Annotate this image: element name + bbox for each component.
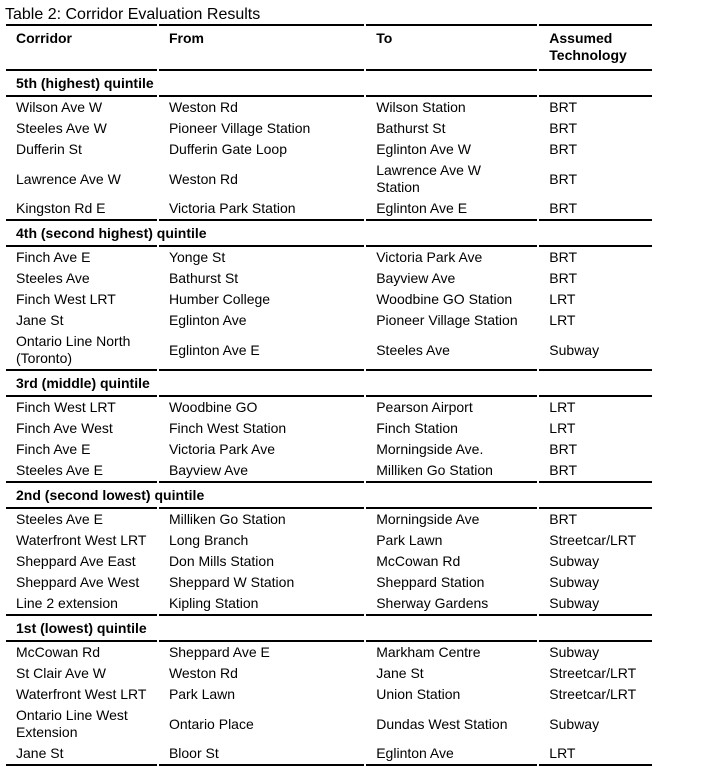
cell-to: Steeles Ave — [366, 331, 537, 371]
cell-corridor: Ontario Line North (Toronto) — [6, 331, 157, 371]
quintile-label: 5th (highest) quintile — [16, 75, 154, 91]
cell-corridor: Jane St — [6, 743, 157, 766]
cell-from: Dufferin Gate Loop — [168, 141, 287, 157]
cell-to: Dundas West Station — [376, 715, 508, 732]
table-row — [6, 439, 652, 460]
cell-from: Bayview Ave — [159, 460, 364, 483]
cell-from: Bathurst St — [168, 270, 239, 286]
table-row — [6, 743, 652, 766]
table-row — [6, 95, 652, 118]
cell-technology: LRT — [539, 395, 652, 418]
cell-technology: BRT — [549, 441, 578, 457]
cell-corridor: Jane St — [16, 312, 64, 328]
cell-from: Kipling Station — [159, 593, 364, 616]
cell-technology: Streetcar/LRT — [549, 686, 637, 702]
table-row — [6, 551, 652, 572]
cell-technology: Subway — [539, 640, 652, 663]
cell-technology: BRT — [539, 245, 652, 268]
cell-from: Milliken Go Station — [159, 507, 364, 530]
cell-corridor: Waterfront West LRT — [16, 686, 147, 702]
cell-corridor: Sheppard Ave East — [16, 553, 136, 569]
cell-to: Park Lawn — [376, 532, 443, 548]
cell-corridor: Steeles Ave E — [6, 507, 157, 530]
cell-technology: BRT — [539, 507, 652, 530]
cell-from: Eglinton Ave E — [159, 331, 364, 371]
cell-corridor: Dufferin St — [16, 141, 82, 157]
cell-corridor: Steeles Ave — [16, 270, 90, 286]
cell-corridor: Lawrence Ave W — [16, 170, 121, 187]
cell-to: Pearson Airport — [366, 395, 537, 418]
cell-from: Victoria Park Ave — [168, 441, 276, 457]
cell-technology: BRT — [549, 120, 578, 136]
cell-to: Morningside Ave. — [376, 441, 484, 457]
table-row — [6, 705, 652, 743]
cell-corridor: Finch West LRT — [16, 291, 116, 307]
cell-corridor: Steeles Ave E — [6, 460, 157, 483]
cell-to: Sherway Gardens — [366, 593, 537, 616]
cell-from: Park Lawn — [168, 686, 236, 702]
cell-to: Victoria Park Ave — [366, 245, 537, 268]
table-title: Table 2: Corridor Evaluation Results — [5, 6, 261, 23]
table-row — [6, 198, 652, 221]
cell-technology: LRT — [549, 312, 576, 328]
cell-from: Yonge St — [159, 245, 364, 268]
cell-corridor: St Clair Ave W — [16, 665, 106, 681]
cell-technology: BRT — [539, 198, 652, 221]
quintile-header-row — [6, 221, 652, 245]
cell-from: Pioneer Village Station — [168, 120, 311, 136]
cell-to: Morningside Ave — [366, 507, 537, 530]
table-row — [6, 310, 652, 331]
cell-technology: Streetcar/LRT — [549, 532, 637, 548]
cell-from: Bloor St — [159, 743, 364, 766]
cell-from: Finch West Station — [168, 420, 287, 436]
cell-to: Finch Station — [376, 420, 458, 436]
table-row — [6, 418, 652, 439]
cell-corridor: Finch Ave West — [16, 420, 113, 436]
cell-from: Humber College — [168, 291, 271, 307]
cell-from: Sheppard W Station — [168, 574, 295, 590]
cell-to: Sheppard Station — [376, 574, 485, 590]
column-header-from: From — [159, 24, 364, 71]
cell-to: Eglinton Ave E — [366, 198, 537, 221]
cell-technology: BRT — [549, 141, 578, 157]
cell-technology: BRT — [549, 170, 578, 187]
quintile-label: 4th (second highest) quintile — [16, 225, 207, 241]
quintile-label: 3rd (middle) quintile — [16, 375, 150, 391]
cell-to: Eglinton Ave — [366, 743, 537, 766]
cell-to: Markham Centre — [366, 640, 537, 663]
quintile-header-row — [6, 71, 652, 95]
table-row — [6, 460, 652, 483]
table-row — [6, 245, 652, 268]
cell-technology: LRT — [549, 291, 576, 307]
table-row — [6, 572, 652, 593]
quintile-header-row — [6, 483, 652, 507]
cell-to: Wilson Station — [366, 95, 537, 118]
table-row — [6, 331, 652, 371]
cell-from: Woodbine GO — [159, 395, 364, 418]
table-row — [6, 640, 652, 663]
table-body — [6, 71, 652, 766]
cell-technology: BRT — [549, 270, 578, 286]
table-row — [6, 118, 652, 139]
cell-from: Weston Rd — [168, 665, 238, 681]
table-row — [6, 289, 652, 310]
table-row — [6, 530, 652, 551]
cell-corridor: Kingston Rd E — [6, 198, 157, 221]
cell-corridor: McCowan Rd — [6, 640, 157, 663]
cell-corridor: Finch West LRT — [6, 395, 157, 418]
cell-corridor: Waterfront West LRT — [16, 532, 147, 548]
table-row — [6, 507, 652, 530]
cell-to: Lawrence Ave W Station — [376, 162, 482, 195]
cell-corridor: Finch Ave E — [16, 441, 91, 457]
table-header — [6, 24, 652, 71]
cell-from: Ontario Place — [168, 715, 254, 732]
table-row — [6, 593, 652, 616]
cell-corridor: Wilson Ave W — [6, 95, 157, 118]
cell-corridor: Ontario Line West Extension — [16, 707, 128, 740]
column-header-technology: Assumed Technology — [539, 24, 652, 71]
quintile-label: 2nd (second lowest) quintile — [16, 487, 205, 503]
cell-technology: Subway — [549, 574, 600, 590]
cell-to: Jane St — [376, 665, 424, 681]
cell-from: Victoria Park Station — [159, 198, 364, 221]
cell-to: Eglinton Ave W — [376, 141, 471, 157]
header-row — [6, 24, 652, 71]
cell-technology: Subway — [549, 553, 600, 569]
cell-corridor: Steeles Ave W — [16, 120, 107, 136]
cell-to: Woodbine GO Station — [376, 291, 513, 307]
cell-from: Long Branch — [168, 532, 249, 548]
cell-from: Weston Rd — [168, 170, 238, 187]
table-row — [6, 268, 652, 289]
cell-technology: LRT — [539, 743, 652, 766]
cell-from: Sheppard Ave E — [159, 640, 364, 663]
cell-technology: LRT — [549, 420, 576, 436]
cell-technology: BRT — [539, 460, 652, 483]
column-header-corridor: Corridor — [6, 24, 157, 71]
cell-from: Eglinton Ave — [168, 312, 247, 328]
cell-technology: BRT — [539, 95, 652, 118]
quintile-header-row — [6, 616, 652, 640]
cell-from: Weston Rd — [159, 95, 364, 118]
cell-to: Milliken Go Station — [366, 460, 537, 483]
corridor-evaluation-table — [4, 24, 654, 766]
cell-to: Bayview Ave — [376, 270, 456, 286]
cell-to: Union Station — [376, 686, 461, 702]
cell-corridor: Finch Ave E — [6, 245, 157, 268]
cell-corridor: Line 2 extension — [6, 593, 157, 616]
table-row — [6, 160, 652, 198]
quintile-header-row — [6, 371, 652, 395]
cell-technology: Streetcar/LRT — [549, 665, 637, 681]
cell-to: Pioneer Village Station — [376, 312, 518, 328]
cell-technology: Subway — [539, 331, 652, 371]
cell-technology: Subway — [539, 593, 652, 616]
column-header-to: To — [366, 24, 537, 71]
cell-technology: Subway — [549, 715, 600, 732]
table-row — [6, 663, 652, 684]
cell-to: Bathurst St — [376, 120, 446, 136]
quintile-label: 1st (lowest) quintile — [16, 620, 147, 636]
table-row — [6, 684, 652, 705]
table-row — [6, 139, 652, 160]
cell-to: McCowan Rd — [376, 553, 461, 569]
cell-from: Don Mills Station — [168, 553, 274, 569]
table-row — [6, 395, 652, 418]
cell-corridor: Sheppard Ave West — [16, 574, 140, 590]
